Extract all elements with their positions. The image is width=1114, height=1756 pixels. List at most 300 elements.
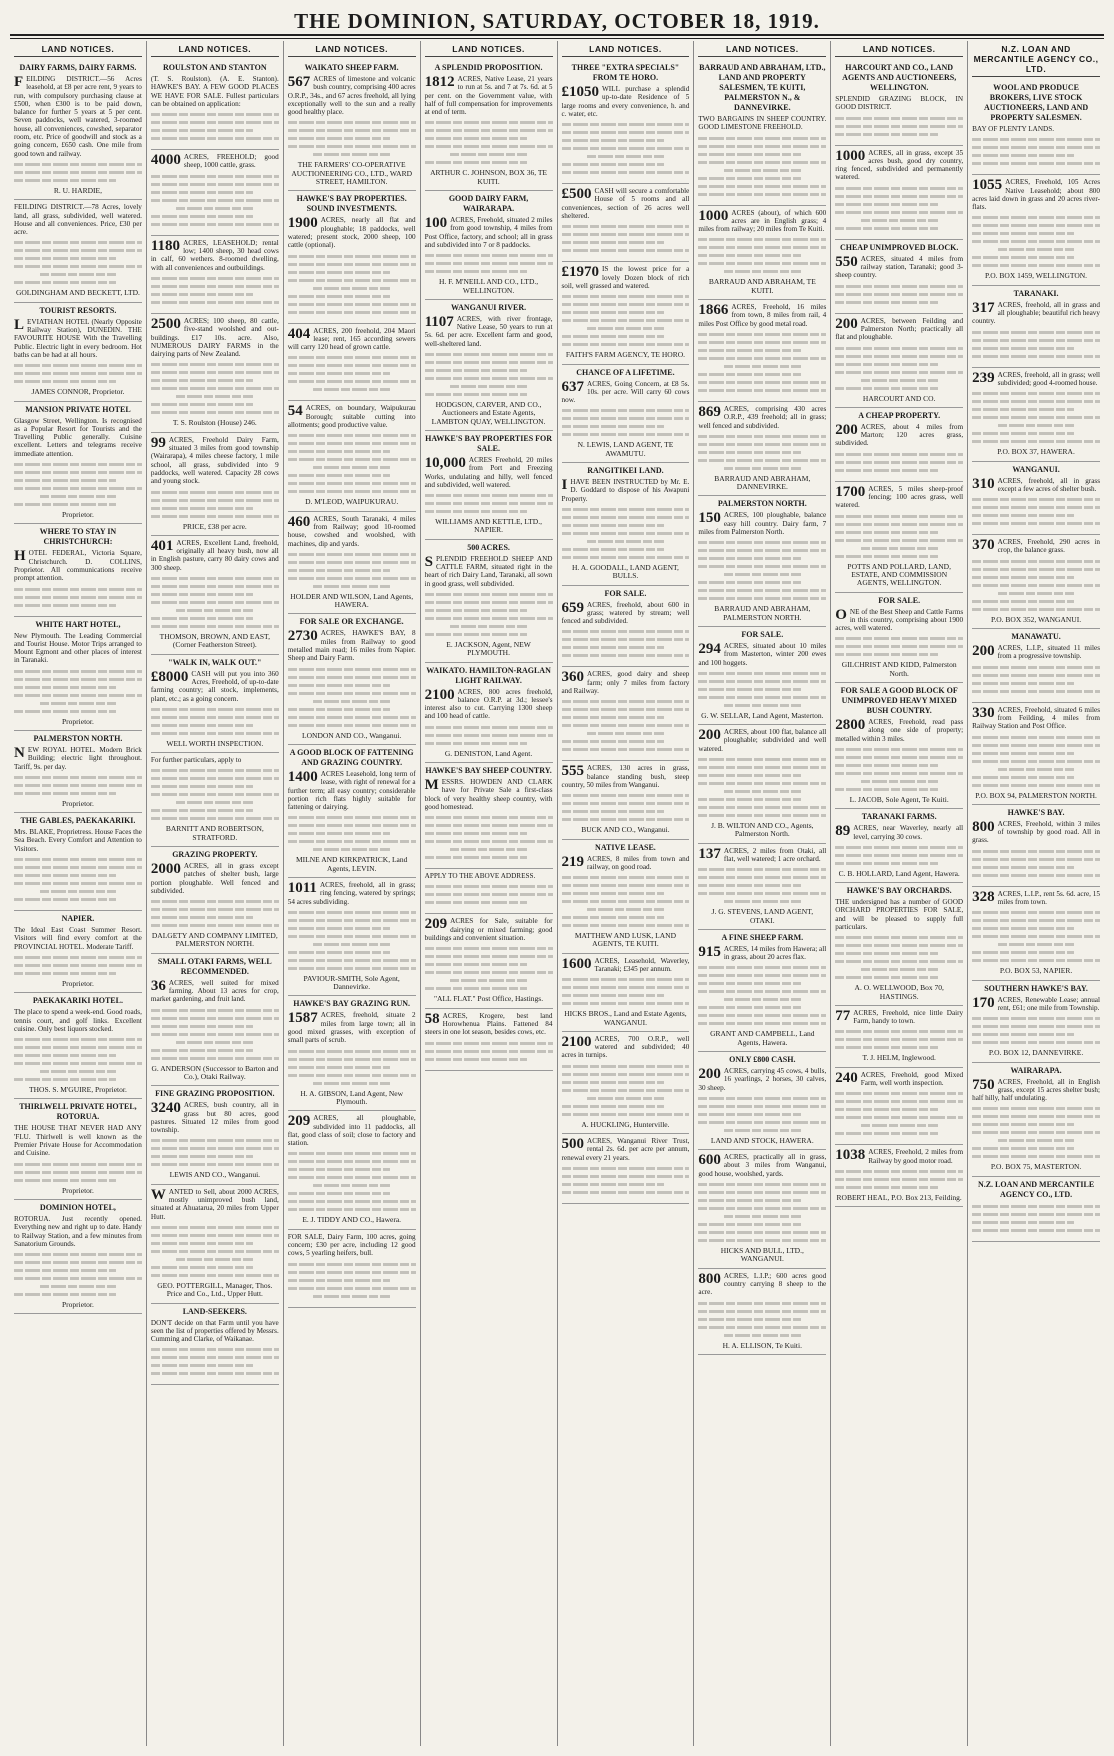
ad-heading: GRAZING PROPERTY. bbox=[172, 849, 258, 859]
ad-lead-figure: 1700 bbox=[835, 483, 866, 500]
masthead bbox=[10, 6, 1104, 36]
ad-heading: TARANAKI FARMS. bbox=[861, 812, 937, 822]
ad-body-text: ACRES Freehold, 20 miles from Port and Freezing Works, undulating and hilly, well fenced and subdivided, well watered. bbox=[424, 455, 553, 489]
ad-lead-figure: 317 bbox=[972, 299, 995, 316]
text-texture bbox=[14, 241, 142, 284]
ad-body-text: ESSRS. HOWDEN AND CLARK have for Private Sale a first-class block of very healthy sheep country, with good homestead. bbox=[424, 777, 553, 811]
text-texture bbox=[151, 769, 279, 820]
ad-body-text: The Ideal East Coast Summer Resort. Visitors will find every comfort at the PROVINCIAL HOTEL. Moderate Tariff. bbox=[14, 926, 142, 951]
ad-body-text: APPLY TO THE ABOVE ADDRESS. bbox=[424, 872, 536, 881]
advertisement bbox=[972, 462, 1100, 536]
column-6 bbox=[694, 41, 831, 1746]
ad-body-text: ACRES, L.I.P., rent 5s. 6d. acre, 15 miles from town. bbox=[997, 889, 1100, 907]
ad-signature: DALGETY AND COMPANY LIMITED, PALMERSTON NORTH. bbox=[151, 931, 278, 949]
advertisement bbox=[425, 663, 553, 763]
advertisement bbox=[14, 60, 142, 200]
ad-heading: PALMERSTON NORTH. bbox=[717, 499, 807, 509]
ad-lead-figure: 800 bbox=[698, 1270, 721, 1287]
text-texture bbox=[151, 900, 279, 927]
ad-heading: WAIKATO. HAMILTON-RAGLAN LIGHT RAILWAY. bbox=[426, 665, 551, 685]
ad-signature: P.O. BOX 1459, WELLINGTON. bbox=[985, 271, 1088, 281]
text-texture bbox=[425, 885, 553, 904]
advertisement bbox=[14, 1099, 142, 1199]
ad-body-text: DON'T decide on that Farm until you have seen the list of properties offered by Messrs. Cumming and Clarke, of Waikanae. bbox=[150, 1318, 279, 1344]
advertisement bbox=[698, 206, 826, 300]
advertisement bbox=[972, 535, 1100, 629]
ad-signature: HICKS AND BULL, LTD., WANGANUI. bbox=[720, 1246, 804, 1264]
advertisement bbox=[835, 883, 963, 1006]
text-texture bbox=[14, 858, 142, 901]
ad-lead-figure: 460 bbox=[287, 513, 311, 530]
text-texture bbox=[835, 637, 963, 656]
ad-heading: WAIKATO SHEEP FARM. bbox=[304, 63, 399, 72]
text-texture bbox=[14, 1163, 142, 1182]
text-texture bbox=[425, 353, 553, 396]
ad-signature: H. A. GIBSON, Land Agent, New Plymouth. bbox=[300, 1088, 404, 1106]
ad-signature: A. HUCKLING, Hunterville. bbox=[581, 1119, 670, 1129]
column-8 bbox=[968, 41, 1104, 1746]
ad-body-text: WILL purchase a splendid up-to-date Residence of 5 large rooms and every convenience, h. and c. water, etc. bbox=[561, 85, 690, 118]
ad-signature: PAVIOUR-SMITH, Sole Agent, Dannevirke. bbox=[303, 973, 400, 992]
text-texture bbox=[151, 708, 279, 735]
text-texture bbox=[151, 277, 279, 304]
ad-heading: MANSION PRIVATE HOTEL bbox=[25, 404, 131, 414]
double-rule bbox=[10, 36, 1104, 39]
ad-body-text: ACRES, 2 miles from Otaki, all flat, well watered; 1 acre orchard. bbox=[723, 846, 827, 863]
ad-signature: LONDON AND CO., Wanganui. bbox=[302, 730, 402, 740]
ad-lead-figure: 10,000 bbox=[424, 454, 466, 471]
advertisement bbox=[288, 401, 416, 511]
text-texture bbox=[835, 347, 963, 390]
ad-heading: FOR SALE A GOOD BLOCK OF UNIMPROVED HEAVY MIXED BUSH COUNTRY. bbox=[840, 686, 958, 716]
ad-body-text: New Plymouth. The Leading Commercial and Tourist House. Motor Trips arranged to Mount Egmont and other places of interest in Taranaki. bbox=[14, 631, 142, 665]
ad-heading: THREE "EXTRA SPECIALS" FROM TE HORO. bbox=[571, 63, 680, 82]
ad-signature: THOMSON, BROWN, AND EAST, (Corner Featherston Street). bbox=[159, 632, 270, 650]
advertisement bbox=[151, 314, 279, 433]
ad-lead-figure: I bbox=[561, 477, 568, 494]
ad-heading: A GOOD BLOCK OF FATTENING AND GRAZING COUNTRY. bbox=[289, 747, 414, 767]
advertisement bbox=[972, 981, 1100, 1063]
text-texture bbox=[288, 816, 416, 851]
ad-body-text: ACRES, all in grass except patches of shelter bush, large portion ploughable. Well fenced and subdivided. bbox=[150, 861, 279, 895]
column-heading: LAND NOTICES. bbox=[425, 41, 553, 57]
advertisement bbox=[14, 402, 142, 525]
advertisement bbox=[425, 300, 553, 431]
ad-body-text: HAVE BEEN INSTRUCTED by Mr. E. D. Goddard to dispose of his Awapuni Property. bbox=[561, 478, 690, 503]
ad-signature: HICKS BROS., Land and Estate Agents, WANGANUI. bbox=[564, 1009, 687, 1027]
text-texture bbox=[972, 1205, 1100, 1232]
advertisement bbox=[562, 954, 690, 1032]
ad-body-text: ACRES, situated about 10 miles from Masterton, winter 200 ewes and 100 hoggets. bbox=[698, 641, 827, 667]
text-texture bbox=[835, 1030, 963, 1049]
text-texture bbox=[698, 868, 826, 903]
advertisement bbox=[972, 1177, 1100, 1242]
ad-lead-figure: 800 bbox=[972, 818, 995, 835]
ad-signature: WILLIAMS AND KETTLE, LTD., NAPIER. bbox=[435, 517, 542, 535]
text-texture bbox=[698, 758, 826, 817]
ad-signature: Proprietor. bbox=[62, 1185, 94, 1195]
ad-signature: GILCHRIST AND KIDD, Palmerston North. bbox=[841, 660, 957, 678]
ad-body-text: ACRES, Freehold, all in English grass, except 15 acres shelter bush; half hilly, half undulating. bbox=[972, 1077, 1100, 1103]
ad-signature: D. M'LEOD, WAIPUKURAU. bbox=[305, 497, 399, 507]
ad-signature: N. LEWIS, LAND AGENT, TE AWAMUTU. bbox=[577, 440, 674, 458]
text-texture bbox=[972, 911, 1100, 962]
text-texture bbox=[288, 668, 416, 727]
ad-body-text: ACRES, near Waverley, nearly all level, carrying 30 cows. bbox=[853, 824, 964, 841]
ad-heading: DOMINION HOTEL, bbox=[39, 1202, 116, 1212]
ad-heading: WOOL AND PRODUCE BROKERS, LIVE STOCK AUCTIONEERS, LAND AND PROPERTY SALESMEN. bbox=[983, 83, 1089, 122]
columns-container bbox=[10, 41, 1104, 1746]
advertisement bbox=[288, 1111, 416, 1229]
advertisement bbox=[835, 683, 963, 809]
ad-body-text: ACRES, freehold, situate 2 miles from large town; all in good mixed grasses, with exception of small parts of scrub. bbox=[287, 1011, 416, 1045]
advertisement bbox=[562, 586, 690, 668]
ad-heading: NATIVE LEASE. bbox=[595, 842, 656, 852]
ad-signature: GOLDINGHAM AND BECKETT, LTD. bbox=[15, 288, 140, 298]
ad-lead-figure: 328 bbox=[972, 888, 995, 905]
advertisement bbox=[14, 911, 142, 993]
text-texture bbox=[14, 1253, 142, 1296]
column-heading: LAND NOTICES. bbox=[14, 41, 142, 57]
advertisement bbox=[425, 1009, 553, 1071]
ad-body-text: ACRES, situated 4 miles from railway station, Taranaki; good 3-sheep country. bbox=[835, 254, 964, 280]
ad-lead-figure: 401 bbox=[150, 537, 174, 554]
text-texture bbox=[698, 137, 826, 196]
text-texture bbox=[972, 331, 1100, 358]
ad-lead-figure: 1011 bbox=[287, 879, 317, 896]
ad-heading: WANGANUI RIVER. bbox=[451, 302, 527, 312]
text-texture bbox=[425, 121, 553, 164]
ad-lead-figure: 1400 bbox=[287, 768, 318, 785]
ad-heading: GOOD DAIRY FARM, WAIRARAPA. bbox=[448, 194, 529, 214]
text-texture bbox=[562, 876, 690, 927]
text-texture bbox=[698, 238, 826, 273]
ad-signature: GEO. POTTERGILL, Manager, Thos. Price and Co., Ltd., Upper Hutt. bbox=[157, 1280, 273, 1299]
ad-body-text: ACRES, L.I.P., situated 11 miles from a progressive township. bbox=[997, 644, 1100, 661]
ad-body-text: The place to spend a week-end. Good roads, tennis court, and golf links. Excellent cuisine. Only best liquors stocked. bbox=[14, 1008, 142, 1033]
ad-body-text: CASH will put you into 360 Acres, Freehold, of up-to-date farming country; all stock, implements, plant, etc.; as a going concern. bbox=[150, 669, 279, 703]
ad-lead-figure: 200 bbox=[698, 727, 721, 744]
ad-body-text: ACRES, Freehold, situated 6 miles from Feilding, 4 miles from Railway Station and Post Office. bbox=[972, 705, 1100, 731]
ad-heading: FOR SALE OR EXCHANGE. bbox=[299, 617, 404, 627]
text-texture bbox=[14, 163, 142, 182]
advertisement bbox=[562, 60, 690, 184]
ad-heading: HAWKE'S BAY PROPERTIES. SOUND INVESTMENTS. bbox=[296, 194, 407, 214]
ad-body-text: ACRES, Freehold Dairy Farm, situated 3 miles from good township (Wairarapa), 4 miles cheese factory, 1 mile school, all grass, subdivided into 9 paddocks, well watered. Capacity 28 cows and young stock. bbox=[150, 435, 279, 486]
ad-lead-figure: 54 bbox=[287, 403, 303, 420]
ad-lead-figure: 1812 bbox=[424, 74, 455, 90]
text-texture bbox=[972, 498, 1100, 525]
ad-signature: MILNE AND KIRKPATRICK, Land Agents, LEVIN. bbox=[295, 855, 408, 873]
ad-lead-figure: 567 bbox=[287, 74, 311, 90]
text-texture bbox=[14, 670, 142, 713]
text-texture bbox=[698, 333, 826, 392]
text-texture bbox=[151, 1139, 279, 1166]
ad-body-text: ACRES, with river frontage, Native Lease, 50 years to run at 5s. 6d. per acre. Excellent farm and good, well-sheltered land. bbox=[424, 314, 553, 348]
text-texture bbox=[288, 911, 416, 970]
ad-signature: ROBERT HEAL, P.O. Box 213, Feilding. bbox=[836, 1192, 962, 1202]
advertisement bbox=[288, 745, 416, 878]
ad-body-text: ACRES, 14 miles from Hawera; all in grass, about 20 acres flax. bbox=[723, 944, 827, 962]
ad-body-text: ACRES, practically all in grass, about 3 miles from Wanganui, good house, woolshed, yards. bbox=[698, 1153, 827, 1178]
ad-lead-figure: 915 bbox=[698, 943, 721, 960]
text-texture bbox=[972, 392, 1100, 443]
ad-lead-figure: 330 bbox=[972, 704, 995, 721]
ad-lead-figure: 3240 bbox=[150, 1100, 181, 1117]
text-texture bbox=[425, 947, 553, 990]
ad-lead-figure: 4000 bbox=[150, 152, 181, 169]
text-texture bbox=[562, 1167, 690, 1194]
ad-body-text: ACRES for Sale, suitable for dairying or mixed farming; good buildings and convenient situation. bbox=[424, 917, 553, 943]
ad-body-text: ACRES, good dairy and sheep farm; only 7 miles from factory and Railway. bbox=[561, 670, 690, 696]
advertisement bbox=[562, 262, 690, 364]
text-texture bbox=[835, 515, 963, 558]
ad-heading: A FINE SHEEP FARM. bbox=[721, 932, 804, 942]
ad-lead-figure: 219 bbox=[561, 853, 584, 870]
ad-body-text: ACRES, Krogere, best land Horowhenua Plains. Fattened 84 steers in one lot season, besides cows, etc. bbox=[424, 1011, 553, 1037]
ad-signature: POTTS AND POLLARD, LAND, ESTATE, AND COMMISSION AGENTS, WELLINGTON. bbox=[847, 561, 951, 588]
ad-signature: BUCK AND CO., Wanganui. bbox=[581, 825, 670, 835]
ad-body-text: ACRES, well suited for mixed farming. About 13 acres for crop, market gardening, and fruit land. bbox=[150, 978, 279, 1004]
advertisement bbox=[698, 627, 826, 725]
ad-signature: HOLDER AND WILSON, Land Agents, HAWERA. bbox=[290, 591, 414, 610]
ad-body-text: ACRES, freehold, about 600 in grass; watered by stream; well fenced and subdivided. bbox=[561, 600, 690, 626]
advertisement bbox=[288, 878, 416, 996]
ad-heading: ROULSTON AND STANTON bbox=[163, 63, 267, 72]
ad-heading: FOR SALE. bbox=[741, 629, 784, 639]
ad-body-text: ACRES, 700 O.R.P., well watered and subdivided; 40 acres in turnips. bbox=[561, 1034, 690, 1060]
column-heading: LAND NOTICES. bbox=[835, 41, 963, 57]
ad-heading: PAEKAKARIKI HOTEL. bbox=[32, 996, 123, 1006]
advertisement bbox=[972, 1063, 1100, 1177]
ad-body-text: ACRES, Leasehold, Waverley, Taranaki; £345 per annum. bbox=[594, 956, 690, 973]
text-texture bbox=[972, 560, 1100, 611]
text-texture bbox=[698, 672, 826, 707]
ad-lead-figure: S bbox=[424, 553, 433, 570]
advertisement bbox=[288, 996, 416, 1111]
ad-body-text: ACRES, all ploughable, subdivided into 11 paddocks, all flat, good class of soil; close to factory and station. bbox=[287, 1114, 416, 1148]
ad-heading: THIRLWELL PRIVATE HOTEL, ROTORUA. bbox=[19, 1102, 137, 1122]
advertisement bbox=[151, 753, 279, 847]
advertisement bbox=[835, 1006, 963, 1068]
advertisement bbox=[425, 869, 553, 914]
ad-signature: P.O. BOX 12, DANNEVIRKE. bbox=[988, 1048, 1084, 1058]
advertisement bbox=[288, 614, 416, 744]
ad-lead-figure: 137 bbox=[698, 845, 721, 862]
ad-lead-figure: 77 bbox=[835, 1007, 851, 1024]
text-texture bbox=[835, 117, 963, 136]
ad-lead-figure: 2100 bbox=[424, 686, 455, 703]
ad-body-text: ACRES, about 100 flat, balance all ploughable; subdivided and well watered. bbox=[698, 728, 827, 753]
ad-lead-figure: £8000 bbox=[150, 668, 189, 685]
advertisement bbox=[972, 368, 1100, 462]
advertisement bbox=[562, 761, 690, 839]
ad-signature: LEWIS AND CO., Wanganui. bbox=[169, 1170, 261, 1180]
ad-lead-figure: M bbox=[424, 776, 439, 793]
ad-body-text: ACRES, LEASEHOLD; rental low; 1400 sheep, 30 head cows in calf, 60 wethers. 8-roomed dwelling, with all conveniences and outbuildings. bbox=[150, 238, 279, 272]
ad-body-text: Glasgow Street, Wellington. Is recognised as a Popular Resort for Tourists and the Travelling Public generally. Cuisine excellent. Letters and telegrams receive immediate attention. bbox=[14, 416, 142, 458]
ad-lead-figure: 36 bbox=[150, 977, 166, 994]
advertisement bbox=[151, 1185, 279, 1304]
ad-lead-figure: 404 bbox=[287, 325, 311, 342]
text-texture bbox=[151, 577, 279, 628]
ad-heading: CHANCE OF A LIFETIME. bbox=[576, 367, 675, 377]
advertisement bbox=[562, 463, 690, 585]
text-texture bbox=[562, 794, 690, 821]
ad-body-text: ACRES, 5 miles sheep-proof fencing; 100 acres grass, well watered. bbox=[835, 484, 964, 510]
text-texture bbox=[562, 123, 690, 174]
advertisement bbox=[698, 300, 826, 402]
ad-body-text: ACRES, freehold, all in grass and all ploughable; beautiful rich heavy country. bbox=[972, 300, 1100, 326]
ad-signature: T. S. Roulston (House) 246. bbox=[172, 418, 257, 428]
column-2 bbox=[147, 41, 284, 1746]
ad-body-text: ACRES of limestone and volcanic bush country, comprising 400 acres O.R.P., 34s., and 67 acres freehold, all lying exceptionally well to the sun and a really good healthy place. bbox=[287, 75, 416, 117]
text-texture bbox=[972, 1107, 1100, 1158]
ad-heading: MANAWATU. bbox=[1011, 632, 1061, 642]
text-texture bbox=[835, 453, 963, 472]
ad-signature: THOS. S. M'GUIRE, Proprietor. bbox=[29, 1085, 127, 1095]
advertisement bbox=[835, 809, 963, 883]
advertisement bbox=[14, 731, 142, 813]
ad-lead-figure: 1038 bbox=[835, 1147, 866, 1164]
ad-heading: CHEAP UNIMPROVED BLOCK. bbox=[839, 242, 959, 252]
text-texture bbox=[562, 295, 690, 346]
text-texture bbox=[972, 666, 1100, 693]
ad-body-text: ACRES, freehold, all in grass; well subdivided; good 4-roomed house. bbox=[997, 370, 1100, 387]
ad-signature: G. DENISTON, Land Agent. bbox=[444, 748, 533, 758]
advertisement bbox=[151, 847, 279, 954]
text-texture bbox=[288, 1050, 416, 1085]
advertisement bbox=[835, 1145, 963, 1207]
advertisement bbox=[562, 840, 690, 954]
ad-heading: FOR SALE. bbox=[878, 595, 921, 605]
ad-heading: ONLY £800 CASH. bbox=[729, 1054, 796, 1064]
ad-body-text: ACRES, Wanganui River Trust, rental 2s. 6d. per acre per annum, renewal every 21 years. bbox=[561, 1137, 690, 1162]
text-texture bbox=[151, 491, 279, 518]
column-heading: LAND NOTICES. bbox=[562, 41, 690, 57]
ad-signature: Proprietor. bbox=[62, 1300, 94, 1310]
advertisement bbox=[14, 200, 142, 302]
advertisement bbox=[288, 191, 416, 323]
ad-heading: THE GABLES, PAEKAKARIKI. bbox=[20, 816, 136, 826]
text-texture bbox=[562, 700, 690, 751]
text-texture bbox=[698, 966, 826, 1025]
column-heading: LAND NOTICES. bbox=[288, 41, 416, 57]
ad-body-text: ACRES, 130 acres in grass, balance standing bush, steep country, 50 miles from Wanganui. bbox=[561, 764, 690, 789]
ad-heading: HAWKE'S BAY PROPERTIES FOR SALE. bbox=[425, 433, 553, 453]
ad-heading: FOR SALE. bbox=[604, 588, 647, 598]
ad-lead-figure: 2800 bbox=[835, 717, 866, 734]
text-texture bbox=[972, 216, 1100, 267]
ad-heading: PALMERSTON NORTH. bbox=[33, 733, 123, 743]
ad-body-text: ACRES, 200 freehold, 204 Maori lease; rent, 165 according sewers will carry 120 head of grown cattle. bbox=[287, 326, 416, 352]
advertisement bbox=[288, 324, 416, 402]
ad-lead-figure: H bbox=[14, 548, 26, 565]
column-1 bbox=[10, 41, 147, 1746]
text-texture bbox=[288, 1263, 416, 1298]
ad-body-text: TWO BARGAINS IN SHEEP COUNTRY. GOOD LIMESTONE FREEHOLD. bbox=[698, 115, 827, 132]
ad-lead-figure: 200 bbox=[972, 643, 995, 660]
ad-heading: WHITE HART HOTEL, bbox=[35, 619, 121, 629]
ad-heading: 500 ACRES. bbox=[467, 542, 510, 552]
ad-lead-figure: 500 bbox=[561, 1136, 584, 1153]
ad-heading: A SPLENDID PROPOSITION. bbox=[434, 63, 543, 72]
ad-signature: MATTHEW AND LUSK, LAND AGENTS, TE KUITI. bbox=[574, 931, 676, 949]
ad-lead-figure: 100 bbox=[424, 215, 448, 232]
text-texture bbox=[14, 463, 142, 506]
ad-lead-figure: 310 bbox=[972, 475, 995, 492]
ad-lead-figure: 550 bbox=[835, 253, 858, 270]
advertisement bbox=[698, 844, 826, 930]
ad-signature: HODGSON, CARVER, AND CO., Auctioneers and Estate Agents, LAMBTON QUAY, WELLINGTON. bbox=[431, 400, 546, 426]
ad-lead-figure: 1000 bbox=[698, 207, 729, 224]
ad-signature: Proprietor. bbox=[62, 798, 94, 808]
ad-signature: P.O. BOX 53, NAPIER. bbox=[999, 966, 1073, 976]
ad-body-text: OTEL FEDERAL, Victoria Square, Christchurch. D. COLLINS, Proprietor. All communications receive prompt attention. bbox=[14, 549, 142, 583]
ad-lead-figure: 200 bbox=[835, 315, 858, 332]
ad-body-text: ACRES, carrying 45 cows, 4 bulls, 16 yearlings, 2 horses, 30 calves, 30 sheep. bbox=[698, 1066, 827, 1092]
advertisement bbox=[835, 482, 963, 593]
ad-signature: L. JACOB, Sole Agent, Te Kuiti. bbox=[849, 794, 949, 804]
ad-heading: RANGITIKEI LAND. bbox=[587, 466, 664, 476]
ad-heading: SMALL OTAKI FARMS, WELL RECOMMENDED. bbox=[157, 956, 272, 976]
text-texture bbox=[698, 1183, 826, 1242]
ad-signature: C. B. HOLLARD, Land Agent, Hawera. bbox=[838, 868, 960, 878]
advertisement bbox=[288, 512, 416, 615]
ad-lead-figure: W bbox=[150, 1186, 166, 1203]
text-texture bbox=[288, 356, 416, 391]
advertisement bbox=[151, 150, 279, 236]
text-texture bbox=[425, 816, 553, 859]
advertisement bbox=[288, 60, 416, 191]
ad-signature: ARTHUR C. JOHNSON, BOX 36, TE KUITI. bbox=[430, 168, 548, 186]
ad-lead-figure: 555 bbox=[561, 763, 584, 780]
advertisement bbox=[972, 805, 1100, 887]
text-texture bbox=[288, 553, 416, 588]
ad-lead-figure: 200 bbox=[835, 421, 858, 438]
text-texture bbox=[562, 225, 690, 252]
advertisement bbox=[698, 496, 826, 626]
text-texture bbox=[151, 363, 279, 414]
text-texture bbox=[972, 1017, 1100, 1044]
ad-lead-figure: 600 bbox=[698, 1152, 721, 1169]
ad-heading: NAPIER. bbox=[61, 914, 95, 924]
ad-signature: BARNITT AND ROBERTSON, STRATFORD. bbox=[165, 824, 264, 842]
text-texture bbox=[14, 776, 142, 795]
advertisement bbox=[972, 629, 1100, 703]
ad-body-text: ACRES, L.I.P.; 600 acres good country carrying 8 sheep to the acre. bbox=[698, 1271, 827, 1297]
advertisement bbox=[425, 540, 553, 663]
ad-lead-figure: 1587 bbox=[287, 1010, 318, 1027]
text-texture bbox=[151, 175, 279, 226]
ad-body-text: ACRES, on boundary, Waipukurau Borough; suitable cutting into allotments; good productive value. bbox=[287, 404, 416, 430]
ad-body-text: ACRES, Freehold, situated 2 miles from good township, 4 miles from Post Office, factory, and school; all in grass and subdivided into 7 or 8 paddocks. bbox=[424, 216, 553, 249]
ad-body-text: ACRES, 800 acres freehold, balance O.R.P. at 3d.; lessee's interest also to cut. Carrying 1300 sheep and 100 head of cattle. bbox=[424, 687, 553, 721]
ad-body-text: ACRES, FREEHOLD; good sheep, 1000 cattle, grass. bbox=[183, 153, 279, 170]
ad-lead-figure: 750 bbox=[972, 1076, 995, 1093]
advertisement bbox=[562, 184, 690, 262]
advertisement bbox=[151, 1086, 279, 1184]
ad-signature: BARRAUD AND ABRAHAM, DANNEVIRKE. bbox=[714, 473, 811, 492]
ad-signature: G. ANDERSON (Successor to Barton and Co.), Otaki Railway. bbox=[151, 1063, 279, 1081]
ad-body-text: ANTED to Sell, about 2000 ACRES, mostly unimproved bush land, situated at Ahuatarua, 20 miles from Upper Hutt. bbox=[150, 1187, 279, 1221]
text-texture bbox=[698, 541, 826, 600]
advertisement bbox=[698, 1052, 826, 1150]
ad-lead-figure: O bbox=[835, 606, 847, 623]
advertisement bbox=[835, 1068, 963, 1146]
ad-body-text: ACRES, Going Concern, at £8 5s. 10s. per acre. Will carry 60 cows now. bbox=[561, 379, 690, 405]
column-3 bbox=[284, 41, 421, 1746]
